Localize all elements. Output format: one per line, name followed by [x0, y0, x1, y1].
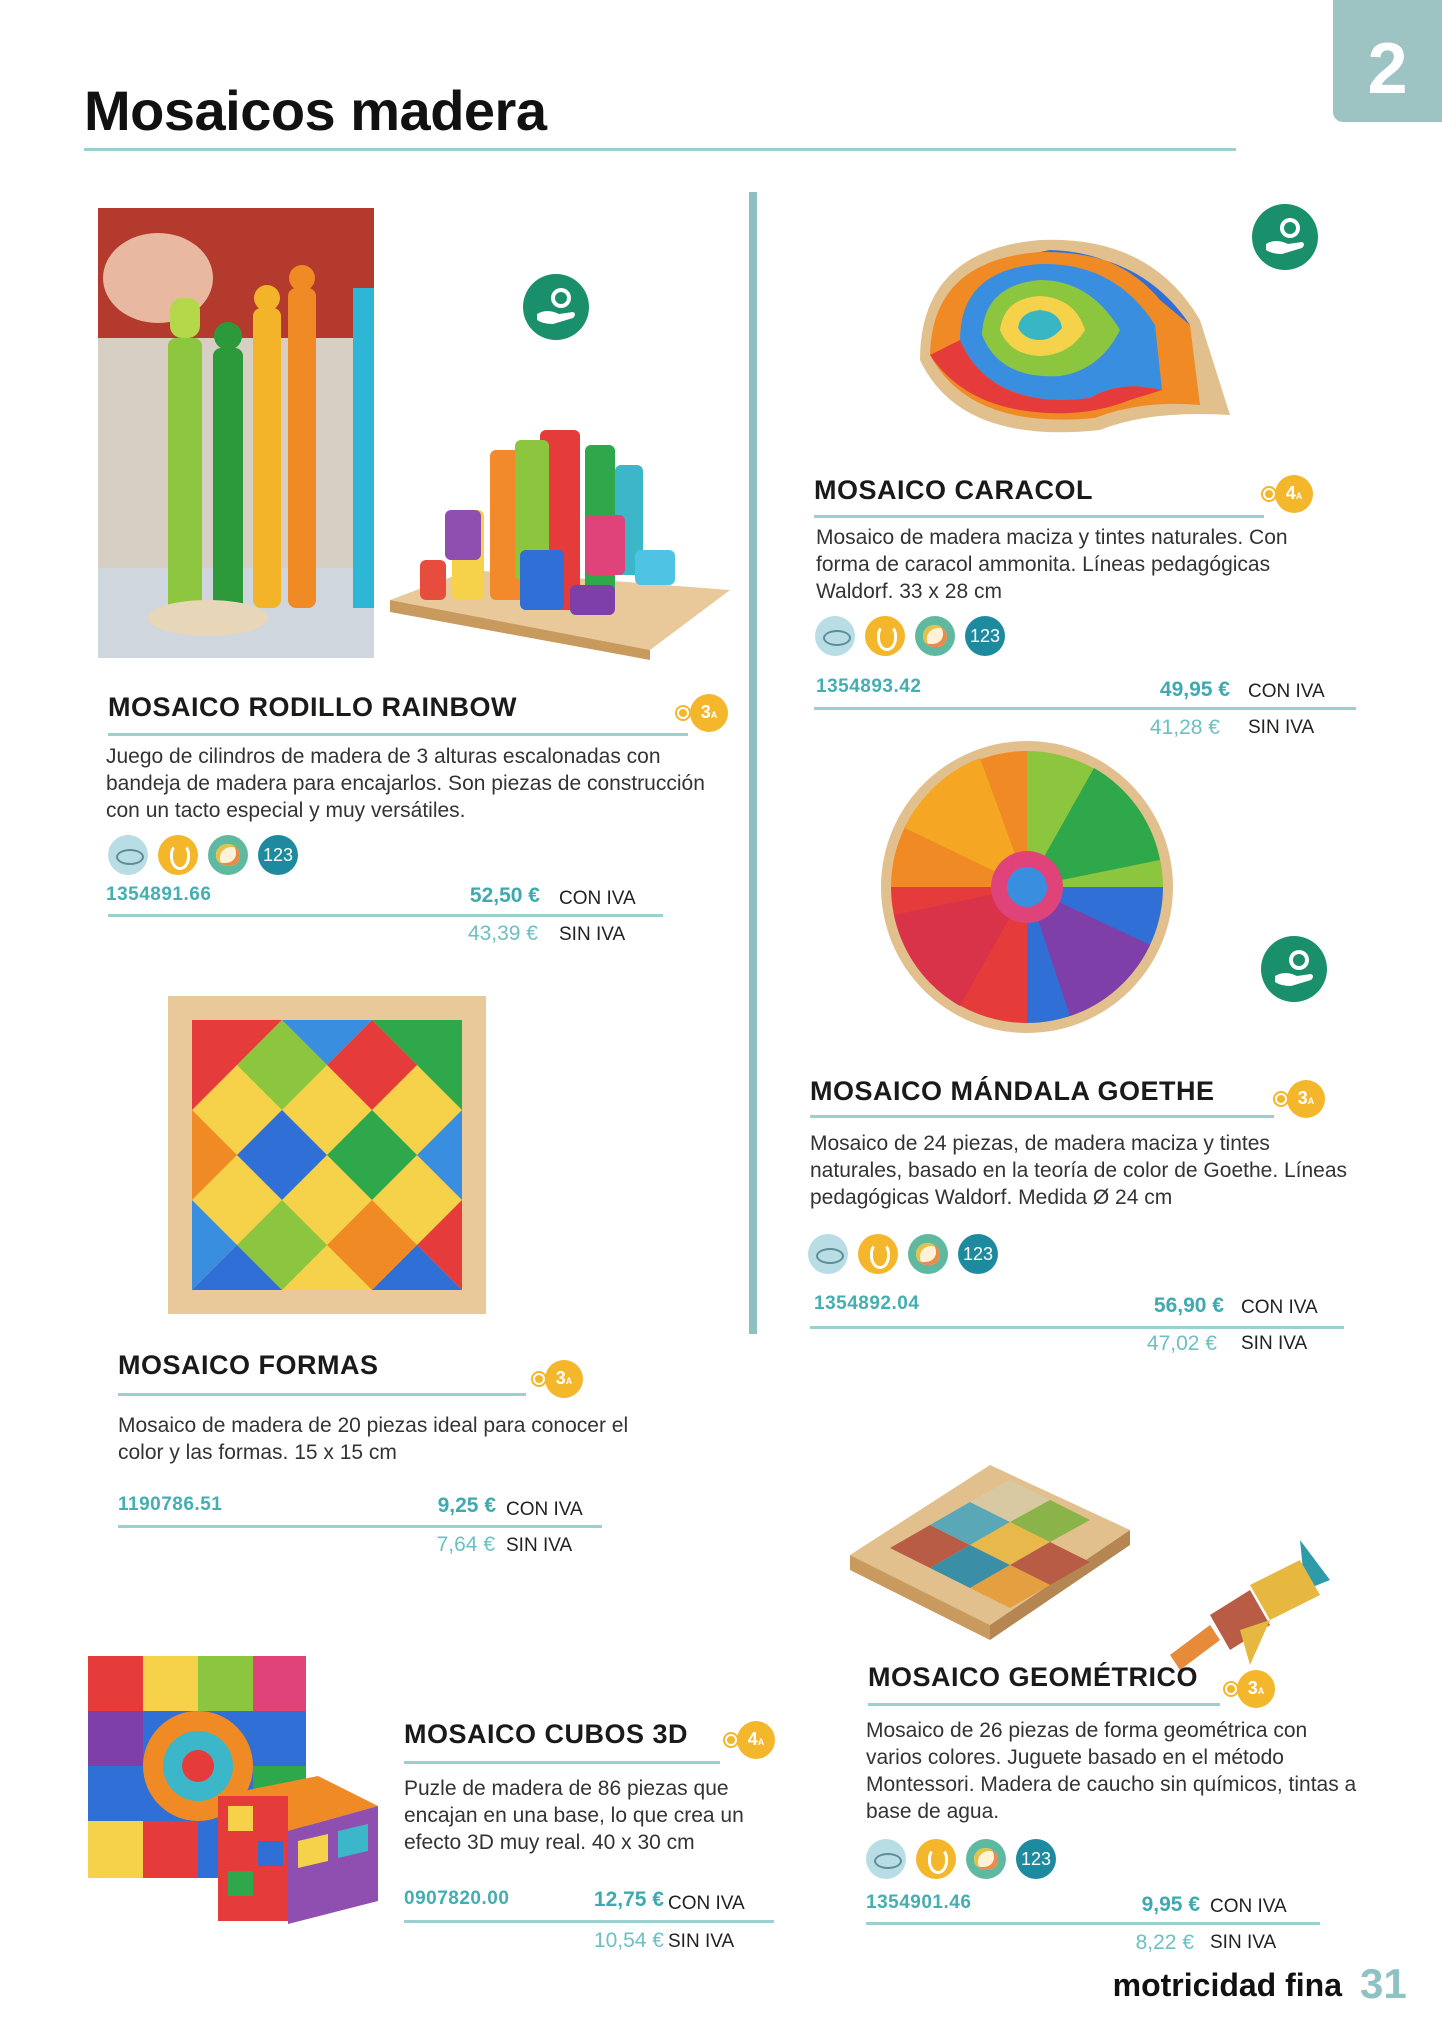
age-badge — [1237, 1670, 1275, 1708]
age-suffix: A — [1257, 1686, 1265, 1696]
section-name: motricidad fina — [1112, 1967, 1342, 2003]
age-suffix: A — [565, 1376, 573, 1386]
column-divider — [749, 192, 757, 1334]
price-divider — [108, 914, 663, 917]
age-arrow-dot — [1263, 488, 1275, 500]
hand-icon — [865, 616, 905, 656]
product-reference: 1354891.66 — [106, 884, 212, 905]
title-underline — [118, 1393, 526, 1396]
age-arrow-dot — [677, 707, 689, 719]
section-number: 2 — [1367, 29, 1408, 109]
section-tab — [1333, 0, 1442, 122]
sin-iva-label: SIN IVA — [1210, 1932, 1277, 1953]
age-value: 3A — [555, 1368, 573, 1388]
con-iva-label: CON IVA — [668, 1893, 745, 1914]
product-photo-caracol — [900, 230, 1230, 440]
numbers-icon: 123 — [965, 616, 1005, 656]
page-title: Mosaicos madera — [84, 79, 547, 142]
price-without-vat: 41,28 € — [1149, 716, 1220, 739]
skill-icons — [808, 1234, 998, 1274]
eye-icon — [808, 1234, 848, 1274]
age-arrow-dot — [725, 1734, 737, 1746]
product-photo-geometrico — [850, 1440, 1360, 1670]
eye-icon — [815, 616, 855, 656]
title-underline — [108, 733, 688, 736]
skill-icons — [866, 1839, 1056, 1879]
price-divider — [118, 1525, 602, 1528]
skill-icons — [108, 835, 298, 875]
product-reference: 1354893.42 — [816, 676, 922, 697]
con-iva-label: CON IVA — [506, 1499, 583, 1520]
price-without-vat: 47,02 € — [1146, 1332, 1217, 1355]
product-description: Mosaico de 24 piezas, de madera maciza y tintes naturales, basado en la teoría de color de Goethe. Líneas pedagógicas Waldorf. Medida Ø 24 cm — [810, 1132, 1348, 1209]
age-suffix: A — [1307, 1096, 1315, 1106]
palette-icon — [915, 616, 955, 656]
product-description: Mosaico de madera maciza y tintes naturales. Con forma de caracol ammonita. Líneas pedagógicas Waldorf. 33 x 28 cm — [816, 526, 1288, 603]
eco-sustainable-icon — [1252, 204, 1318, 270]
age-badge — [690, 694, 728, 732]
product-title: MOSAICO MÁNDALA GOETHE — [810, 1076, 1215, 1106]
price-divider — [404, 1920, 774, 1923]
price-with-vat: 49,95 € — [1159, 678, 1230, 701]
con-iva-label: CON IVA — [1248, 681, 1325, 702]
age-value: 3A — [1247, 1678, 1265, 1698]
product-title: MOSAICO CARACOL — [814, 475, 1093, 505]
title-underline — [814, 515, 1264, 518]
product-photo-formas — [168, 996, 486, 1314]
age-suffix: A — [710, 710, 718, 720]
hand-icon — [916, 1839, 956, 1879]
product-reference: 1354901.46 — [866, 1892, 972, 1913]
age-arrow-dot — [1275, 1093, 1287, 1105]
sin-iva-label: SIN IVA — [506, 1535, 573, 1556]
product-title: MOSAICO FORMAS — [118, 1350, 379, 1380]
title-divider — [84, 148, 1236, 151]
age-value: 3A — [700, 702, 718, 722]
numbers-icon: 123 — [1016, 1839, 1056, 1879]
product-photo-rainbow-tray — [390, 390, 730, 660]
con-iva-label: CON IVA — [1241, 1297, 1318, 1318]
age-badge — [737, 1721, 775, 1759]
age-arrow-dot — [533, 1373, 545, 1385]
palette-icon — [966, 1839, 1006, 1879]
eco-sustainable-icon — [1261, 936, 1327, 1002]
eco-sustainable-icon — [523, 274, 589, 340]
skill-icons — [815, 616, 1005, 656]
product-reference: 1190786.51 — [118, 1494, 223, 1515]
price-without-vat: 8,22 € — [1135, 1931, 1194, 1954]
product-description: Puzle de madera de 86 piezas que encajan en una base, lo que crea un efecto 3D muy real. 40 x 30 cm — [404, 1777, 744, 1854]
age-value: 3A — [1297, 1088, 1315, 1108]
con-iva-label: CON IVA — [1210, 1896, 1287, 1917]
price-with-vat: 12,75 € — [593, 1888, 664, 1911]
eye-icon — [866, 1839, 906, 1879]
title-underline — [404, 1761, 720, 1764]
price-with-vat: 56,90 € — [1153, 1294, 1224, 1317]
price-with-vat: 52,50 € — [469, 884, 540, 907]
sin-iva-label: SIN IVA — [559, 924, 626, 945]
age-suffix: A — [1295, 491, 1303, 501]
product-title: MOSAICO GEOMÉTRICO — [868, 1662, 1199, 1692]
palette-icon — [208, 835, 248, 875]
page-number: 31 — [1360, 1960, 1407, 2007]
numbers-icon: 123 — [258, 835, 298, 875]
product-reference: 0907820.00 — [404, 1888, 510, 1909]
price-without-vat: 43,39 € — [467, 922, 538, 945]
sin-iva-label: SIN IVA — [1241, 1333, 1308, 1354]
product-photo-cubos-3d — [88, 1656, 378, 1926]
price-divider — [814, 707, 1356, 710]
age-suffix: A — [757, 1737, 765, 1747]
age-value: 4A — [1285, 483, 1303, 503]
price-divider — [866, 1922, 1320, 1925]
title-underline — [868, 1703, 1220, 1706]
sin-iva-label: SIN IVA — [1248, 717, 1315, 738]
product-title: MOSAICO RODILLO RAINBOW — [108, 692, 517, 722]
hand-icon — [158, 835, 198, 875]
eye-icon — [108, 835, 148, 875]
hand-icon — [858, 1234, 898, 1274]
numbers-icon: 123 — [958, 1234, 998, 1274]
age-badge — [545, 1360, 583, 1398]
age-arrow-dot — [1225, 1683, 1237, 1695]
title-underline — [810, 1115, 1274, 1118]
price-without-vat: 10,54 € — [593, 1929, 664, 1952]
product-title: MOSAICO CUBOS 3D — [404, 1719, 689, 1749]
price-divider — [810, 1326, 1344, 1329]
age-badge — [1287, 1080, 1325, 1118]
age-value: 4A — [747, 1729, 765, 1749]
product-reference: 1354892.04 — [814, 1293, 920, 1314]
product-description: Juego de cilindros de madera de 3 alturas escalonadas con bandeja de madera para encajarlos. Son piezas de construcción con un tacto especial y muy versátiles. — [106, 745, 705, 822]
price-without-vat: 7,64 € — [436, 1533, 495, 1556]
price-with-vat: 9,25 € — [437, 1494, 496, 1517]
product-photo-rainbow-child — [98, 208, 374, 658]
product-description: Mosaico de 26 piezas de forma geométrica con varios colores. Juguete basado en el método Montessori. Madera de caucho sin químicos, tintas a base de agua. — [866, 1719, 1357, 1823]
price-with-vat: 9,95 € — [1141, 1893, 1200, 1916]
palette-icon — [908, 1234, 948, 1274]
con-iva-label: CON IVA — [559, 888, 636, 909]
age-badge — [1275, 475, 1313, 513]
product-description: Mosaico de madera de 20 piezas ideal para conocer el color y las formas. 15 x 15 cm — [118, 1414, 629, 1464]
sin-iva-label: SIN IVA — [668, 1931, 735, 1952]
product-photo-mandala-goethe — [880, 740, 1175, 1035]
